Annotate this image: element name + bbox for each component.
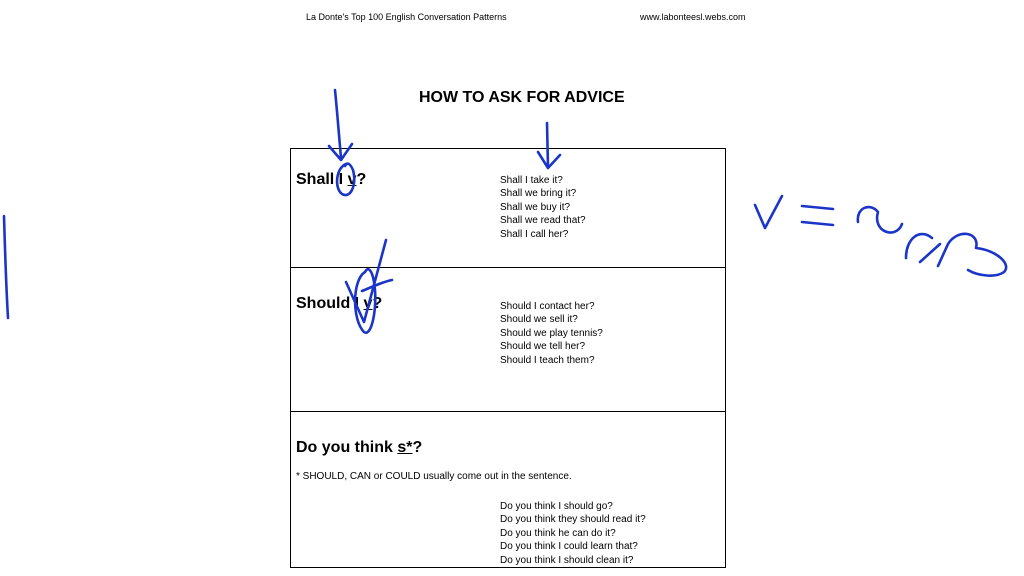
example-sentence: Shall I take it? xyxy=(500,175,563,186)
pattern-note: * SHOULD, CAN or COULD usually come out in the sentence. xyxy=(296,471,572,482)
document-header-title: La Donte's Top 100 English Conversation Patterns xyxy=(306,12,507,22)
pattern-variable: s* xyxy=(397,439,413,456)
example-sentence: Do you think I could learn that? xyxy=(500,541,638,553)
example-sentence: Do you think I should go? xyxy=(500,501,613,512)
pattern-prefix: Shall I xyxy=(296,171,348,188)
ink-r-stroke xyxy=(920,244,940,262)
pattern-prefix: Do you think xyxy=(296,439,398,456)
ink-r-letter xyxy=(906,234,932,258)
pattern-suffix: ? xyxy=(356,171,367,188)
example-sentence: Do you think I should clean it? xyxy=(500,554,634,566)
pattern-variable: v xyxy=(363,295,373,312)
pattern-prefix: Should I xyxy=(296,295,364,312)
example-sentence: Shall we bring it? xyxy=(500,188,577,200)
example-sentence: Should I contact her? xyxy=(500,301,595,312)
pattern-suffix: ? xyxy=(412,439,423,456)
pattern-heading xyxy=(296,439,422,457)
ink-vertical-bar xyxy=(4,216,8,318)
pattern-variable: v xyxy=(347,171,357,188)
ink-v-letter xyxy=(755,196,782,228)
example-list xyxy=(500,174,586,241)
example-sentence: Should I teach them? xyxy=(500,354,595,366)
ink-equals-sign xyxy=(802,206,833,225)
example-sentence: Shall we buy it? xyxy=(500,201,571,213)
example-sentence: Shall I call her? xyxy=(500,228,569,240)
ink-e-letter xyxy=(858,207,902,232)
document-header-url: www.labonteesl.webs.com xyxy=(640,12,746,22)
example-sentence: Do you think he can do it? xyxy=(500,527,616,539)
ink-b-letter xyxy=(938,234,1006,276)
example-list xyxy=(500,300,603,367)
pattern-heading xyxy=(296,295,382,313)
pattern-heading xyxy=(296,171,366,189)
example-sentence: Shall we read that? xyxy=(500,215,586,227)
pattern-table xyxy=(290,148,726,568)
example-sentence: Should we sell it? xyxy=(500,314,578,326)
pattern-row-shall xyxy=(291,149,725,268)
page-title: HOW TO ASK FOR ADVICE xyxy=(419,89,625,106)
example-sentence: Should we tell her? xyxy=(500,341,586,353)
pattern-row-should xyxy=(291,268,725,412)
example-sentence: Should we play tennis? xyxy=(500,327,603,339)
example-list xyxy=(500,500,646,567)
pattern-row-do-you-think xyxy=(291,412,725,567)
pattern-suffix: ? xyxy=(372,295,383,312)
example-sentence: Do you think they should read it? xyxy=(500,514,646,526)
